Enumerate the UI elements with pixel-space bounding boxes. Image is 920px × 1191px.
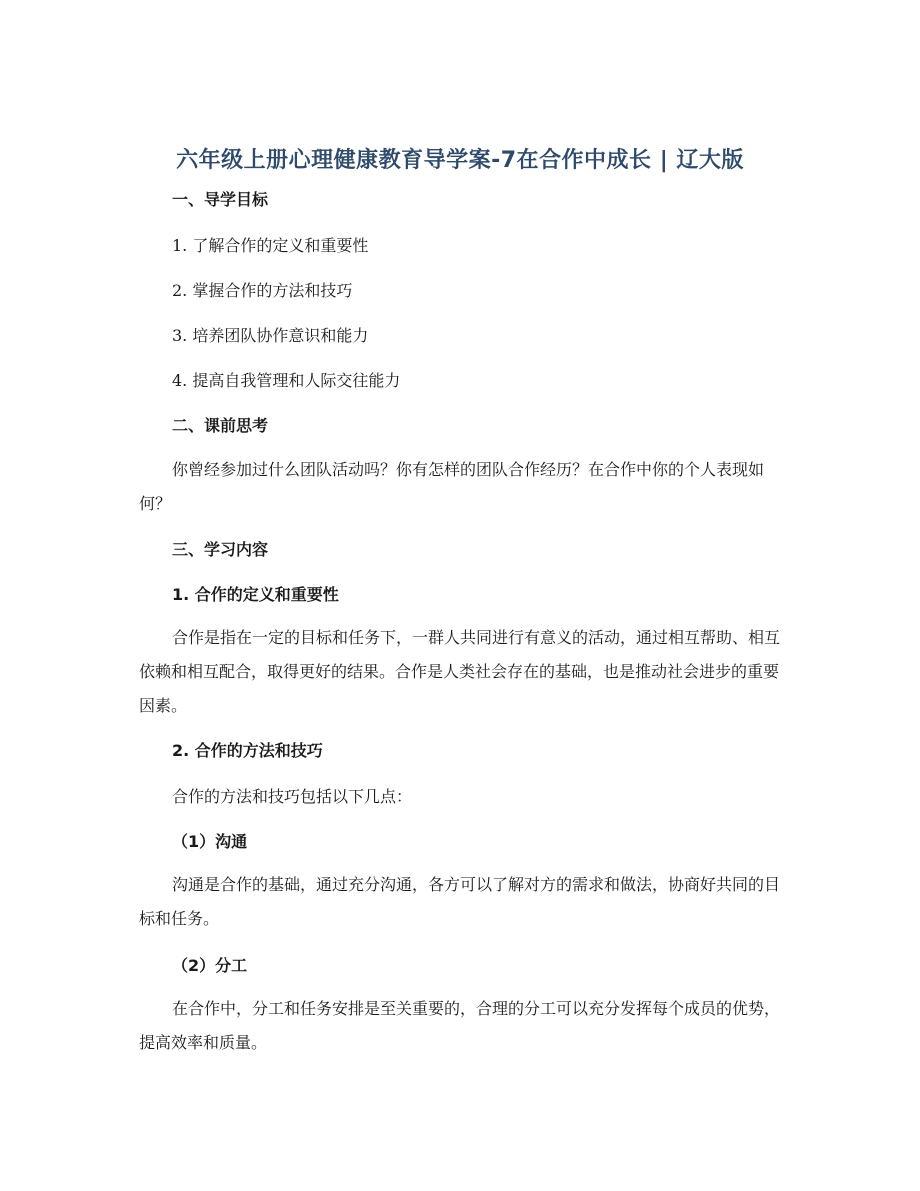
goal-item: 3. 培养团队协作意识和能力 (172, 326, 369, 345)
section-heading-preclass: 二、课前思考 (172, 416, 269, 435)
point-heading-communication: （1）沟通 (172, 832, 248, 851)
section-heading-content: 三、学习内容 (172, 540, 269, 559)
communication-paragraph: 沟通是合作的基础，通过充分沟通，各方可以了解对方的需求和做法，协商好共同的目标和任务。 (139, 875, 781, 928)
point-heading-division: （2）分工 (172, 956, 248, 975)
division-paragraph: 在合作中，分工和任务安排是至关重要的，合理的分工可以充分发挥每个成员的优势，提高效率和质量。 (139, 999, 781, 1052)
goal-item: 4. 提高自我管理和人际交往能力 (172, 371, 401, 390)
section-heading-goals: 一、导学目标 (172, 190, 269, 209)
goal-item: 1. 了解合作的定义和重要性 (172, 236, 369, 255)
goal-item: 2. 掌握合作的方法和技巧 (172, 281, 353, 300)
subsection-heading-methods: 2. 合作的方法和技巧 (172, 741, 323, 760)
methods-intro: 合作的方法和技巧包括以下几点： (172, 787, 413, 806)
document-title: 六年级上册心理健康教育导学案-7在合作中成长 | 辽大版 (176, 148, 744, 173)
definition-paragraph: 合作是指在一定的目标和任务下，一群人共同进行有意义的活动，通过相互帮助、相互依赖和相互配合，取得更好的结果。合作是人类社会存在的基础，也是推动社会进步的重要因素。 (139, 628, 781, 715)
subsection-heading-definition: 1. 合作的定义和重要性 (172, 585, 339, 604)
preclass-paragraph: 你曾经参加过什么团队活动吗？你有怎样的团队合作经历？在合作中你的个人表现如何？ (139, 460, 765, 513)
